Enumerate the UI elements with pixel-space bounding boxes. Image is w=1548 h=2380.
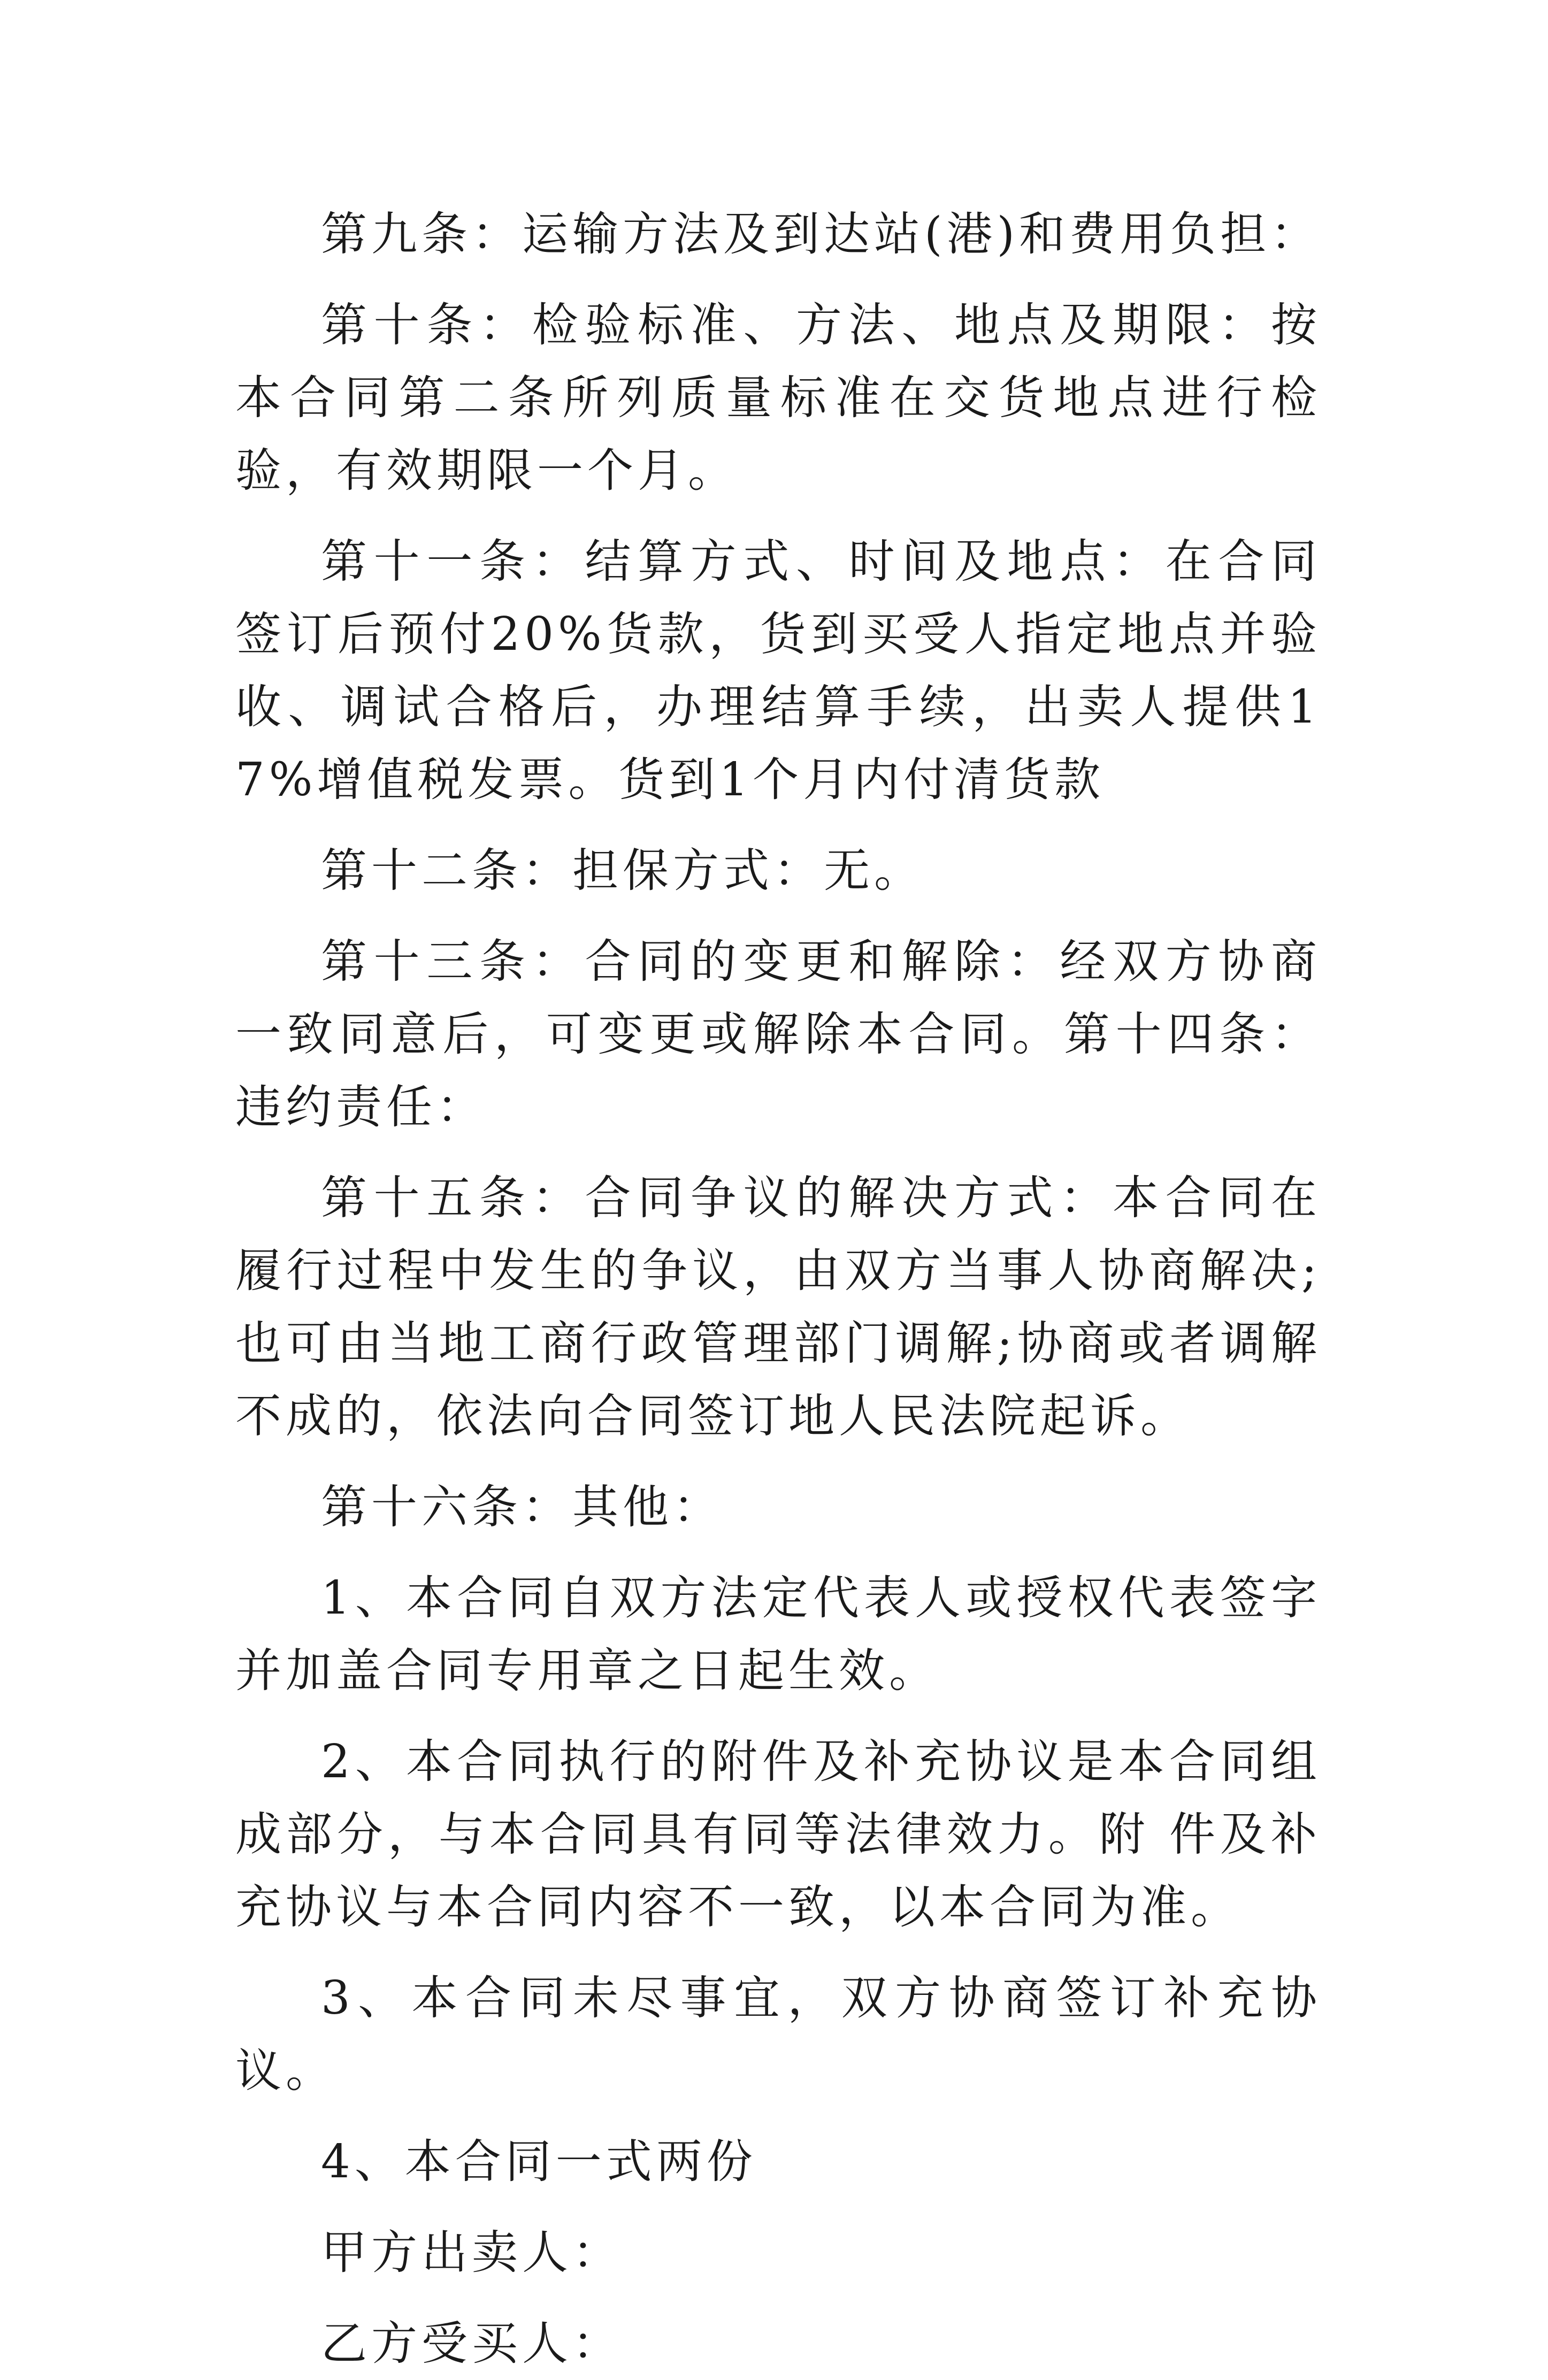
- clause-16-item-4: 4、本合同一式两份: [321, 2135, 757, 2189]
- clause-16-item-1: 1、本合同自双方法定代表人或授权代表签字并加盖合同专用章之日起生效。: [235, 1571, 1321, 1698]
- clause-16-item-2: 2、本合同执行的附件及补充协议是本合同组成部分，与本合同具有同等法律效力。附 件及补充协议与本合同内容不一致，以本合同为准。: [235, 1735, 1321, 1934]
- party-a-seller: 甲方出卖人：: [321, 2226, 623, 2279]
- clause-13-14: 第十三条：合同的变更和解除：经双方协商一致同意后，可变更或解除本合同。第十四条：违约责任：: [235, 935, 1321, 1134]
- clause-9: 第九条：运输方法及到达站(港)和费用负担：: [321, 208, 1321, 261]
- clause-12: 第十二条：担保方式：无。: [321, 844, 924, 897]
- document-page: [235, 198, 1321, 2380]
- clause-16-item-3: 3、本合同未尽事宜，双方协商签订补充协议。: [235, 1971, 1321, 2098]
- clause-15: 第十五条：合同争议的解决方式：本合同在履行过程中发生的争议，由双方当事人协商解决;也可由当地工商行政管理部门调解;协商或者调解不成的，依法向合同签订地人民法院起诉。: [235, 1171, 1321, 1443]
- party-b-buyer: 乙方受买人：: [321, 2317, 623, 2370]
- clause-16: 第十六条：其他：: [321, 1480, 723, 1534]
- clause-11: 第十一条：结算方式、时间及地点：在合同签订后预付20%货款，货到买受人指定地点并验收、调试合格后，办理结算手续，出卖人提供17%增值税发票。货到1个月内付清货款: [235, 535, 1321, 807]
- clause-10: 第十条：检验标准、方法、地点及期限：按本合同第二条所列质量标准在交货地点进行检验，有效期限一个月。: [235, 298, 1321, 497]
